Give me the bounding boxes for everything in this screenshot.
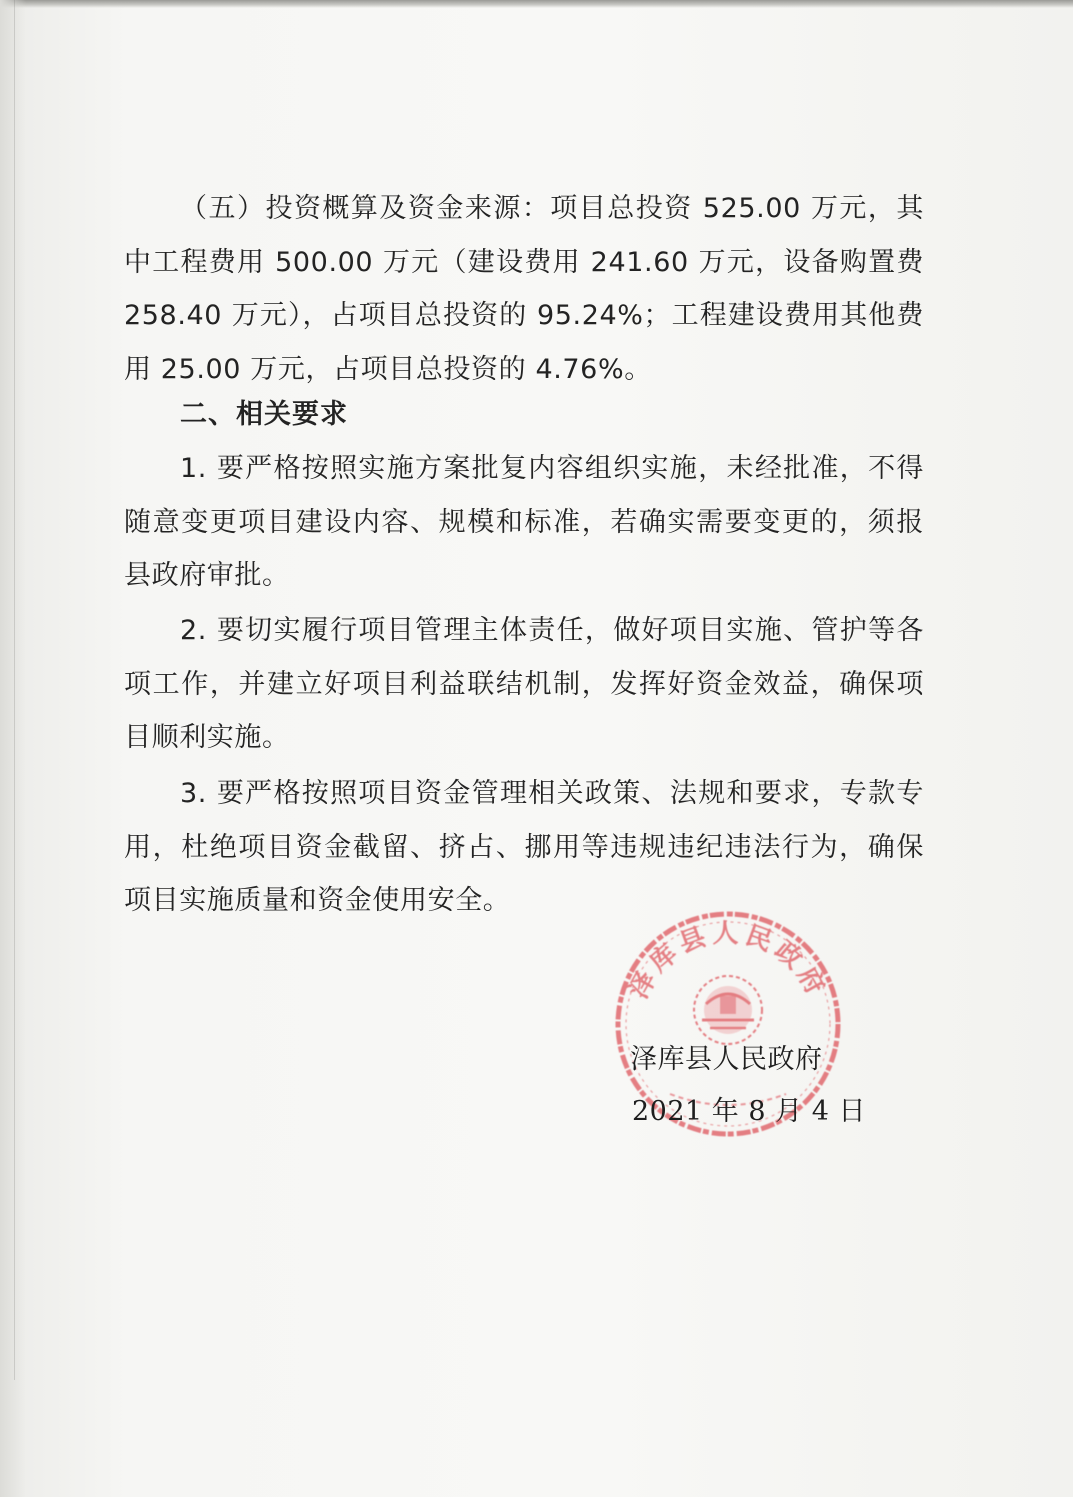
requirement-1: 1. 要严格按照实施方案批复内容组织实施，未经批准，不得随意变更项目建设内容、规模和标准，若确实需要变更的，须报县政府审批。 [124, 453, 924, 591]
issue-date: 2021 年 8 月 4 日 [632, 1096, 866, 1127]
investment-paragraph: （五）投资概算及资金来源：项目总投资 525.00 万元，其中工程费用 500.00 万元（建设费用 241.60 万元，设备购置费 258.40 万元），占项目总投资的 95.24%；工程建设费用其他费用 25.00 万元，占项目总投资的 4.76%。 [124, 193, 924, 385]
requirement-2: 2. 要切实履行项目管理主体责任，做好项目实施、管护等各项工作，并建立好项目利益联结机制，发挥好资金效益，确保项目顺利实施。 [124, 615, 924, 753]
scan-top-edge [0, 0, 1073, 8]
seal-text: 泽库县人民政府 [623, 919, 833, 1004]
section-heading: 二、相关要求 [180, 399, 348, 430]
issuer-name: 泽库县人民政府 [630, 1044, 823, 1075]
requirement-3: 3. 要严格按照项目资金管理相关政策、法规和要求，专款专用，杜绝项目资金截留、挤占、挪用等违规违纪违法行为，确保项目实施质量和资金使用安全。 [124, 778, 924, 916]
page-fold-line [14, 0, 15, 1380]
scan-left-edge [0, 0, 26, 1497]
